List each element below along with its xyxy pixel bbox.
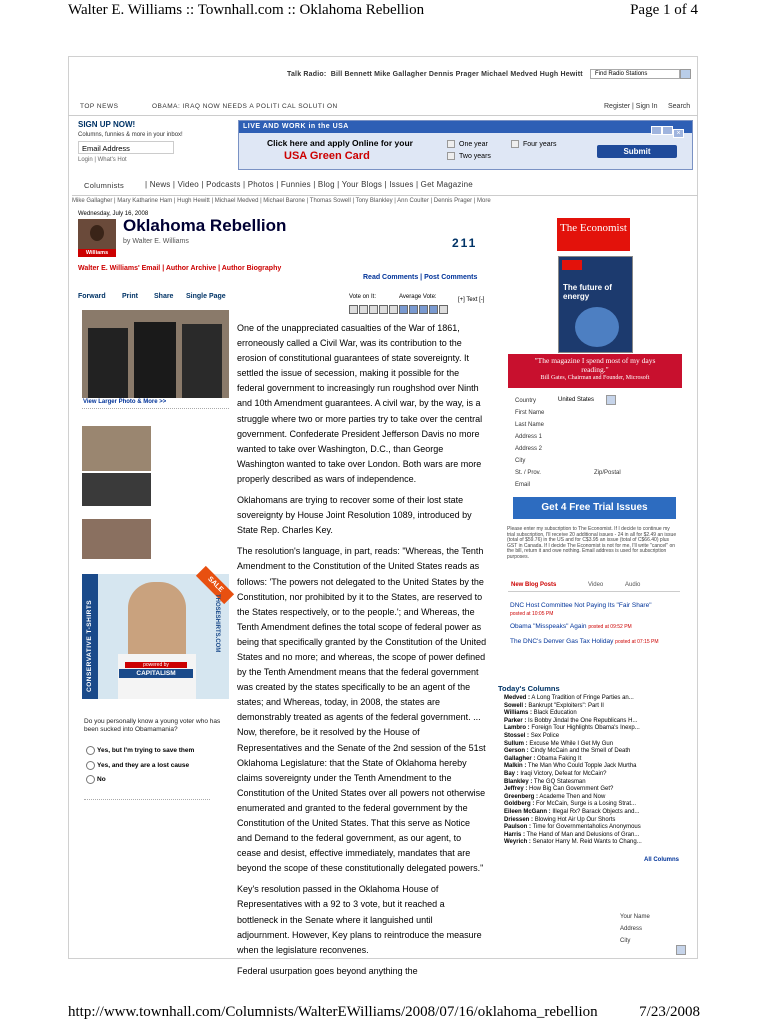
column-item[interactable] xyxy=(504,748,688,756)
vote-stars[interactable] xyxy=(349,301,399,319)
column-item[interactable] xyxy=(504,710,688,718)
blog-post-time: posted at 07:15 PM xyxy=(615,639,659,645)
average-vote-label: Average Vote: xyxy=(399,294,437,300)
column-title[interactable]: Blowing Hot Air Up Our Shorts xyxy=(534,816,616,823)
article-count: 211 xyxy=(452,236,478,250)
column-item[interactable] xyxy=(504,809,688,817)
column-title[interactable]: The GQ Statesman xyxy=(533,778,586,785)
radio-go-button[interactable] xyxy=(680,69,691,79)
column-author: Paulson : xyxy=(504,824,532,831)
poll-question: Do you personally know a young voter who has been sucked into Obamamania? xyxy=(84,718,221,733)
signup-login-links[interactable]: Login | What's Hot xyxy=(78,157,127,163)
tab-new-blog-posts[interactable]: New Blog Posts xyxy=(511,582,557,588)
column-author: Goldberg : xyxy=(504,801,535,808)
star-icon[interactable] xyxy=(379,305,388,314)
column-author: Williams : xyxy=(504,710,532,717)
column-title[interactable]: Sex Police xyxy=(530,732,560,739)
economist-fine-print: Please enter my subscription to The Economist. If I decide to continue my trial subscription, I'll receive 20 additional issues - 24 in all for $2.49 an issue (total of $59.76) in the US and for C$3.95 an issue (total of C$66.40) plus GST in Canada. If I decide The Economist is not for me, I'll write "cancel" on the bill, return it and owe nothing. Email address is used for subscription purposes. xyxy=(507,526,677,560)
person-silhouette xyxy=(134,322,176,398)
economist-cover-globe xyxy=(575,307,619,347)
greencard-ad-header: LIVE AND WORK in the USA xyxy=(239,121,692,133)
column-author: Blankley : xyxy=(504,778,533,785)
city-label: City xyxy=(515,458,526,464)
column-item[interactable] xyxy=(504,824,688,832)
column-author: Weyrich : xyxy=(504,839,531,846)
column-author: Parker : xyxy=(504,717,527,724)
column-title[interactable]: The Hand of Man and Delusions of Gran... xyxy=(526,831,640,838)
first-name-label: First Name xyxy=(515,410,545,416)
greencard-submit-button[interactable]: Submit xyxy=(597,145,677,158)
column-title[interactable]: A Long Tradition of Fringe Parties an... xyxy=(531,695,634,701)
economist-cover[interactable] xyxy=(558,256,633,353)
column-title[interactable]: Foreign Tour Highlights Obama's Inexp... xyxy=(531,725,640,732)
option-label: Two years xyxy=(459,152,491,160)
poll-option-label: Yes, but I'm trying to save them xyxy=(97,747,195,755)
blog-post-time: posted at 10:05 PM xyxy=(510,611,554,617)
person-silhouette xyxy=(88,328,128,398)
chevron-down-icon[interactable] xyxy=(676,945,686,955)
talk-radio-bar xyxy=(287,71,583,78)
star-icon[interactable] xyxy=(359,305,368,314)
print-page-title: Walter E. Williams :: Townhall.com :: Oklahoma Rebellion xyxy=(68,2,425,18)
column-author: Harris : xyxy=(504,831,526,838)
article-paragraph: Key's resolution passed in the Oklahoma House of Representatives with a 92 to 3 vote, but it reached a bottleneck in the Senate where it languished until adjournment. However, Key plans to reintroduce the measure when the legislature reconvenes. xyxy=(237,884,482,955)
print-url: http://www.townhall.com/Columnists/WalterEWilliams/2008/07/16/oklahoma_rebellion xyxy=(68,1004,598,1020)
window-controls xyxy=(651,122,689,137)
column-item[interactable] xyxy=(504,771,688,779)
option-label: Four years xyxy=(523,140,557,148)
address-label: Address xyxy=(620,926,643,932)
last-name-label: Last Name xyxy=(515,422,545,428)
column-item[interactable] xyxy=(504,839,688,847)
column-item[interactable] xyxy=(504,832,688,840)
column-author: Malkin : xyxy=(504,763,527,770)
column-title[interactable]: For McCain, Surge is a Losing Strat... xyxy=(536,801,637,808)
column-item[interactable] xyxy=(504,763,688,771)
column-item[interactable] xyxy=(504,703,688,711)
column-author: Stossel : xyxy=(504,732,530,739)
column-author: Bay : xyxy=(504,770,519,777)
email-label: Email xyxy=(515,482,531,488)
economist-cover-headline: The future of energy xyxy=(563,283,612,301)
column-title[interactable]: Illegal Rx? Barack Objects and... xyxy=(552,808,640,815)
option-one-year[interactable] xyxy=(447,140,488,148)
column-author: Sullum : xyxy=(504,740,528,747)
article-date: Wednesday, July 16, 2008 xyxy=(78,211,149,217)
vote-label: Vote on It: xyxy=(349,294,377,300)
tshirt-badge-bottom: CAPITALISM xyxy=(119,669,193,678)
sale-badge: SALE xyxy=(196,566,234,604)
blog-post-title[interactable]: DNC Host Committee Not Paying Its "Fair Share" xyxy=(510,602,652,609)
economist-cover-logo xyxy=(562,260,582,270)
signup-title: SIGN UP NOW! xyxy=(78,120,136,129)
column-title[interactable]: Obama Faking It xyxy=(537,755,582,762)
column-author: Greenberg : xyxy=(504,793,539,800)
economist-quote: "The magazine I spend most of my days reading." xyxy=(534,356,656,374)
star-icon[interactable] xyxy=(389,305,398,314)
poll-option-label: Yes, and they are a lost cause xyxy=(97,762,190,770)
chevron-down-icon[interactable] xyxy=(606,395,616,405)
column-title[interactable]: Senator Harry M. Reid Wants to Chang... xyxy=(532,839,642,846)
star-icon xyxy=(399,305,408,314)
divider xyxy=(508,591,680,592)
poll-option-1[interactable] xyxy=(86,746,194,755)
tab-video[interactable]: Video xyxy=(588,582,604,588)
blog-post[interactable] xyxy=(510,623,682,631)
checkbox-icon xyxy=(447,152,455,160)
country-select[interactable]: United States xyxy=(558,397,595,403)
thumbnail-image[interactable] xyxy=(82,473,151,506)
radio-station-select[interactable]: Find Radio Stations xyxy=(590,69,680,79)
thumbnail-image[interactable] xyxy=(82,519,151,559)
column-item[interactable] xyxy=(504,725,688,733)
average-stars xyxy=(399,301,449,319)
tab-audio[interactable]: Audio xyxy=(625,582,641,588)
column-author: Medved : xyxy=(504,695,531,701)
column-item[interactable] xyxy=(504,786,688,794)
column-item[interactable] xyxy=(504,733,688,741)
top-news-headline[interactable]: OBAMA: IRAQ NOW NEEDS A POLITI CAL SOLUTI ON xyxy=(152,103,338,110)
checkbox-icon xyxy=(511,140,519,148)
article-paragraph: Oklahomans are trying to recover some of their lost state sovereignty by House Joint Resolution 1089, introduced by State Rep. Charles Key. xyxy=(237,495,472,536)
free-trial-button[interactable]: Get 4 Free Trial Issues xyxy=(513,497,676,519)
column-item[interactable] xyxy=(504,801,688,809)
person-silhouette xyxy=(182,324,222,398)
option-two-years[interactable] xyxy=(447,152,491,160)
todays-columns-title: Today's Columns xyxy=(498,684,560,693)
signup-email-input[interactable]: Email Address xyxy=(78,141,174,154)
economist-quote-by: Bill Gates, Chairman and Founder, Microsoft xyxy=(540,375,650,381)
checkbox-icon xyxy=(447,140,455,148)
divider xyxy=(82,408,229,409)
article-photo[interactable] xyxy=(82,310,229,398)
tool-forward[interactable]: Forward xyxy=(78,293,106,300)
maximize-icon xyxy=(662,126,673,135)
column-title[interactable]: Bankrupt "Exploiters": Part II xyxy=(528,702,604,709)
column-author: Eileen McGann : xyxy=(504,808,551,815)
column-item[interactable] xyxy=(504,817,688,825)
tshirt-ad[interactable] xyxy=(82,574,229,699)
poll-option-label: No xyxy=(97,776,106,784)
city-label: City xyxy=(620,938,631,944)
your-name-label: Your Name xyxy=(620,914,650,920)
talk-radio-hosts[interactable]: Bill Bennett Mike Gallagher Dennis Prager Michael Medved Hugh Hewitt xyxy=(330,71,583,78)
signup-subtitle: Columns, funnies & more in your inbox! xyxy=(78,132,183,138)
talk-radio-label: Talk Radio: xyxy=(287,71,327,78)
tool-share[interactable]: Share xyxy=(154,293,174,300)
greencard-ad-line1: Click here and apply Online for your xyxy=(267,138,413,148)
article-title: Oklahoma Rebellion xyxy=(123,216,287,235)
radio-icon[interactable] xyxy=(86,775,95,784)
divider xyxy=(84,799,210,800)
star-icon xyxy=(419,305,428,314)
columnist-names-bar[interactable]: Mike Gallagher | Mary Katharine Ham | Hugh Hewitt | Michael Medved | Michael Barone | Thomas Sowell | Tony Blankley | Ann Coulter | Dennis Prager | More xyxy=(72,198,491,204)
comments-links[interactable]: Read Comments | Post Comments xyxy=(363,274,478,281)
column-item[interactable] xyxy=(504,779,688,787)
poll-option-3[interactable] xyxy=(86,775,106,784)
search-link[interactable]: Search xyxy=(668,103,691,110)
minimize-icon xyxy=(651,126,662,135)
tool-print[interactable]: Print xyxy=(122,293,138,300)
state-label: St. / Prov. xyxy=(515,470,541,476)
tshirt-ad-right-text: THOSESHIRTS.COM xyxy=(214,594,220,653)
print-page-number: Page 1 of 4 xyxy=(630,2,698,18)
tshirt-ad-side-text: CONSERVATIVE T-SHIRTS xyxy=(86,599,93,692)
star-icon xyxy=(439,305,448,314)
tool-single-page[interactable]: Single Page xyxy=(186,293,226,300)
bottom-form xyxy=(620,911,680,947)
article-paragraph: The resolution's language, in part, reads: "Whereas, the Tenth Amendment to the Constitution of the United States reads as follows: 'The powers not delegated to the United States by the Constitution, nor prohibited by it to the States, are reserved to the States respectively, or to the people.'; and Whereas, the Tenth Amendment defines the total scope of federal power as being that specifically granted by the Constitution of the United States and no more; and whereas, the scope of power defined by the Tenth Amendment means that the federal government was created by the states specifically to be an agent of the states; and Whereas, today, in 2008, the states are demonstrably treated as agents of the federal government. ... Now, therefore, be it resolved by the House of Representatives and the Senate of the 2nd session of the 51st Oklahoma Legislature: that the State of Oklahoma hereby claims sovereignty under the Tenth Amendment to the Constitution of the United States over all powers not otherwise enumerated and granted to the federal government by the Constitution of the United States. That this serve as Notice and Demand to the federal government, as our agent, to cease and desist, effective immediately, mandates that are beyond the scope of these constitutionally delegated powers." xyxy=(237,546,487,874)
column-item[interactable] xyxy=(504,718,688,726)
star-icon xyxy=(409,305,418,314)
column-author: Jeffrey : xyxy=(504,786,528,793)
blog-post-title[interactable]: Obama "Misspeaks" Again xyxy=(510,623,587,630)
column-title[interactable]: How Big Can Government Get? xyxy=(529,786,614,793)
address1-label: Address 1 xyxy=(515,434,543,440)
all-columns-link[interactable]: All Columns xyxy=(644,857,680,863)
tshirt-badge-top: powered by xyxy=(125,662,187,668)
column-author: Lambro : xyxy=(504,725,530,732)
text-size-control[interactable]: [+] Text [-] xyxy=(458,297,485,303)
author-photo xyxy=(78,219,116,257)
face-shape xyxy=(90,225,104,241)
column-author: Driessen : xyxy=(504,816,534,823)
column-title[interactable]: Time for Governmentaholics Anonymous xyxy=(532,824,641,831)
greencard-ad[interactable] xyxy=(238,120,693,170)
economist-logo[interactable]: The Economist xyxy=(557,218,630,251)
option-four-years[interactable] xyxy=(511,140,556,148)
radio-icon[interactable] xyxy=(86,746,95,755)
radio-icon[interactable] xyxy=(86,761,95,770)
section-nav-links[interactable]: | News | Video | Podcasts | Photos | Funnies | Blog | Your Blogs | Issues | Get Magazine xyxy=(145,180,473,189)
economist-quote-box xyxy=(508,354,682,388)
print-date: 7/23/2008 xyxy=(639,1004,700,1020)
star-icon[interactable] xyxy=(349,305,358,314)
author-links[interactable]: Walter E. Williams' Email | Author Archive | Author Biography xyxy=(78,265,282,272)
article-paragraph: One of the unappreciated casualties of the War of 1861, erroneously called a Civil War, was its contribution to the erosion of constitutional guarantees of state sovereignty. It settled the issue of secession, making it possible for the federal government to increasingly run roughshod over Ninth and 10th Amendment guarantees. A civil war, by the way, is a struggle where two or more parties try to take over the central government. Confederate President Jefferson Davis no more wanted to take over Washington, D.C., than George Washington wanted to take over London. Both wars are more properly described as wars of independence. xyxy=(237,323,483,484)
column-author: Gerson : xyxy=(504,748,529,755)
article-paragraph: Federal usurpation goes beyond anything the xyxy=(237,965,418,976)
column-item[interactable] xyxy=(504,695,688,703)
column-title[interactable]: Iraqi Victory, Defeat for McCain? xyxy=(520,770,607,777)
country-label: Country xyxy=(515,398,537,404)
blog-post[interactable] xyxy=(510,602,682,618)
blog-post-time: posted at 09:52 PM xyxy=(588,624,632,630)
zip-label: Zip/Postal xyxy=(594,470,621,476)
column-title[interactable]: The Man Who Could Topple Jack Murtha xyxy=(527,763,637,770)
column-item[interactable] xyxy=(504,741,688,749)
star-icon[interactable] xyxy=(369,305,378,314)
column-item[interactable] xyxy=(504,756,688,764)
column-title[interactable]: Cindy McCain and the Smell of Death xyxy=(530,748,631,755)
divider xyxy=(72,195,698,196)
column-title[interactable]: Black Education xyxy=(533,710,577,717)
columnists-tab[interactable]: Columnists xyxy=(84,181,125,190)
close-icon: × xyxy=(673,129,684,138)
top-news-label[interactable]: TOP NEWS xyxy=(80,103,119,110)
column-title[interactable]: Is Bobby Jindal the One Republicans H... xyxy=(528,717,638,724)
register-signin-link[interactable]: Register | Sign In xyxy=(604,103,658,110)
star-icon xyxy=(429,305,438,314)
author-tag: Williams xyxy=(78,249,116,257)
divider xyxy=(68,115,698,116)
address2-label: Address 2 xyxy=(515,446,543,452)
todays-columns-list xyxy=(504,695,688,847)
article-body xyxy=(237,321,487,976)
column-author: Sowell : xyxy=(504,702,527,709)
blog-post[interactable] xyxy=(510,638,682,646)
column-title[interactable]: Academe Then and Now xyxy=(539,793,606,800)
view-larger-photo-link[interactable]: View Larger Photo & More >> xyxy=(83,399,167,405)
article-byline[interactable]: by Walter E. Williams xyxy=(123,238,189,245)
greencard-ad-line2: USA Green Card xyxy=(284,150,370,162)
option-label: One year xyxy=(459,140,488,148)
blog-post-title[interactable]: The DNC's Denver Gas Tax Holiday xyxy=(510,638,614,645)
poll-option-2[interactable] xyxy=(86,761,189,770)
column-item[interactable] xyxy=(504,794,688,802)
thumbnail-image[interactable] xyxy=(82,426,151,471)
column-author: Gallagher : xyxy=(504,755,536,762)
column-title[interactable]: Excuse Me While I Get My Gun xyxy=(529,740,614,747)
